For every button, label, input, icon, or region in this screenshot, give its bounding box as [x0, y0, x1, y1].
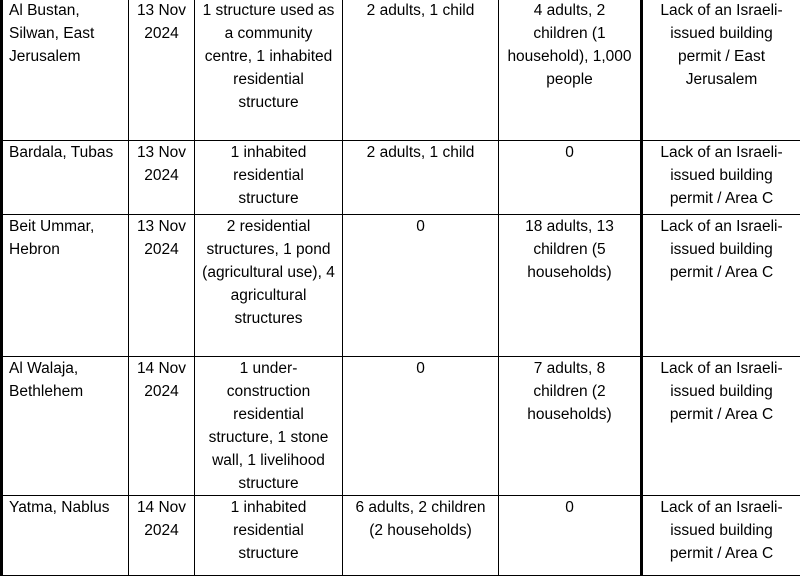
displaced-cell [343, 215, 499, 357]
reason-cell [642, 496, 800, 576]
structures-text: 1 under-construction residential structure, 1 stone wall, 1 livelihood structure [208, 360, 329, 492]
table-row [2, 496, 800, 576]
location-text: Beit Ummar, Hebron [9, 218, 95, 258]
location-cell [2, 141, 129, 215]
displaced-text: 2 adults, 1 child [366, 144, 475, 161]
location-text: Al Bustan, Silwan, East Jerusalem [9, 2, 95, 65]
structures-cell [195, 215, 343, 357]
date-text: 13 Nov 2024 [136, 218, 187, 258]
reason-cell [642, 141, 800, 215]
location-text: Yatma, Nablus [9, 499, 110, 516]
location-cell [2, 0, 129, 141]
date-cell [129, 496, 195, 576]
location-text: Al Walaja, Bethlehem [9, 360, 84, 400]
location-cell [2, 215, 129, 357]
structures-cell [195, 141, 343, 215]
displaced-cell [343, 496, 499, 576]
location-text: Bardala, Tubas [9, 144, 114, 161]
reason-text: Lack of an Israeli-issued building permit / Area C [660, 360, 783, 423]
affected-cell [499, 496, 642, 576]
location-cell [2, 496, 129, 576]
table-row [2, 0, 800, 141]
displaced-text: 0 [416, 360, 425, 377]
reason-cell [642, 0, 800, 141]
structures-text: 1 structure used as a community centre, 1 inhabited residential structure [202, 2, 335, 111]
date-cell [129, 357, 195, 496]
date-cell [129, 215, 195, 357]
table-row [2, 215, 800, 357]
affected-text: 4 adults, 2 children (1 household), 1,000 people [507, 2, 632, 88]
displaced-cell [343, 141, 499, 215]
displaced-cell [343, 0, 499, 141]
date-cell [129, 141, 195, 215]
affected-text: 18 adults, 13 children (5 households) [525, 218, 614, 281]
displaced-cell [343, 357, 499, 496]
date-cell [129, 0, 195, 141]
reason-cell [642, 357, 800, 496]
table-row [2, 141, 800, 215]
affected-cell [499, 357, 642, 496]
table-row [2, 357, 800, 496]
reason-text: Lack of an Israeli-issued building permit / East Jerusalem [660, 2, 783, 88]
affected-text: 0 [565, 144, 574, 161]
reason-text: Lack of an Israeli-issued building permit / Area C [660, 218, 783, 281]
structures-cell [195, 496, 343, 576]
date-text: 14 Nov 2024 [136, 360, 187, 400]
structures-cell [195, 0, 343, 141]
location-cell [2, 357, 129, 496]
affected-text: 7 adults, 8 children (2 households) [527, 360, 612, 423]
reason-text: Lack of an Israeli-issued building permit / Area C [660, 499, 783, 562]
affected-cell [499, 215, 642, 357]
reason-text: Lack of an Israeli-issued building permit / Area C [660, 144, 783, 207]
date-text: 13 Nov 2024 [136, 2, 187, 42]
reason-cell [642, 215, 800, 357]
date-text: 13 Nov 2024 [136, 144, 187, 184]
displaced-text: 6 adults, 2 children (2 households) [355, 499, 486, 539]
affected-text: 0 [565, 499, 574, 516]
displaced-text: 2 adults, 1 child [366, 2, 475, 19]
structures-text: 2 residential structures, 1 pond (agricultural use), 4 agricultural structures [202, 218, 335, 327]
structures-text: 1 inhabited residential structure [230, 499, 307, 562]
displaced-text: 0 [416, 218, 425, 235]
affected-cell [499, 141, 642, 215]
structures-text: 1 inhabited residential structure [230, 144, 307, 207]
structures-cell [195, 357, 343, 496]
affected-cell [499, 0, 642, 141]
date-text: 14 Nov 2024 [136, 499, 187, 539]
